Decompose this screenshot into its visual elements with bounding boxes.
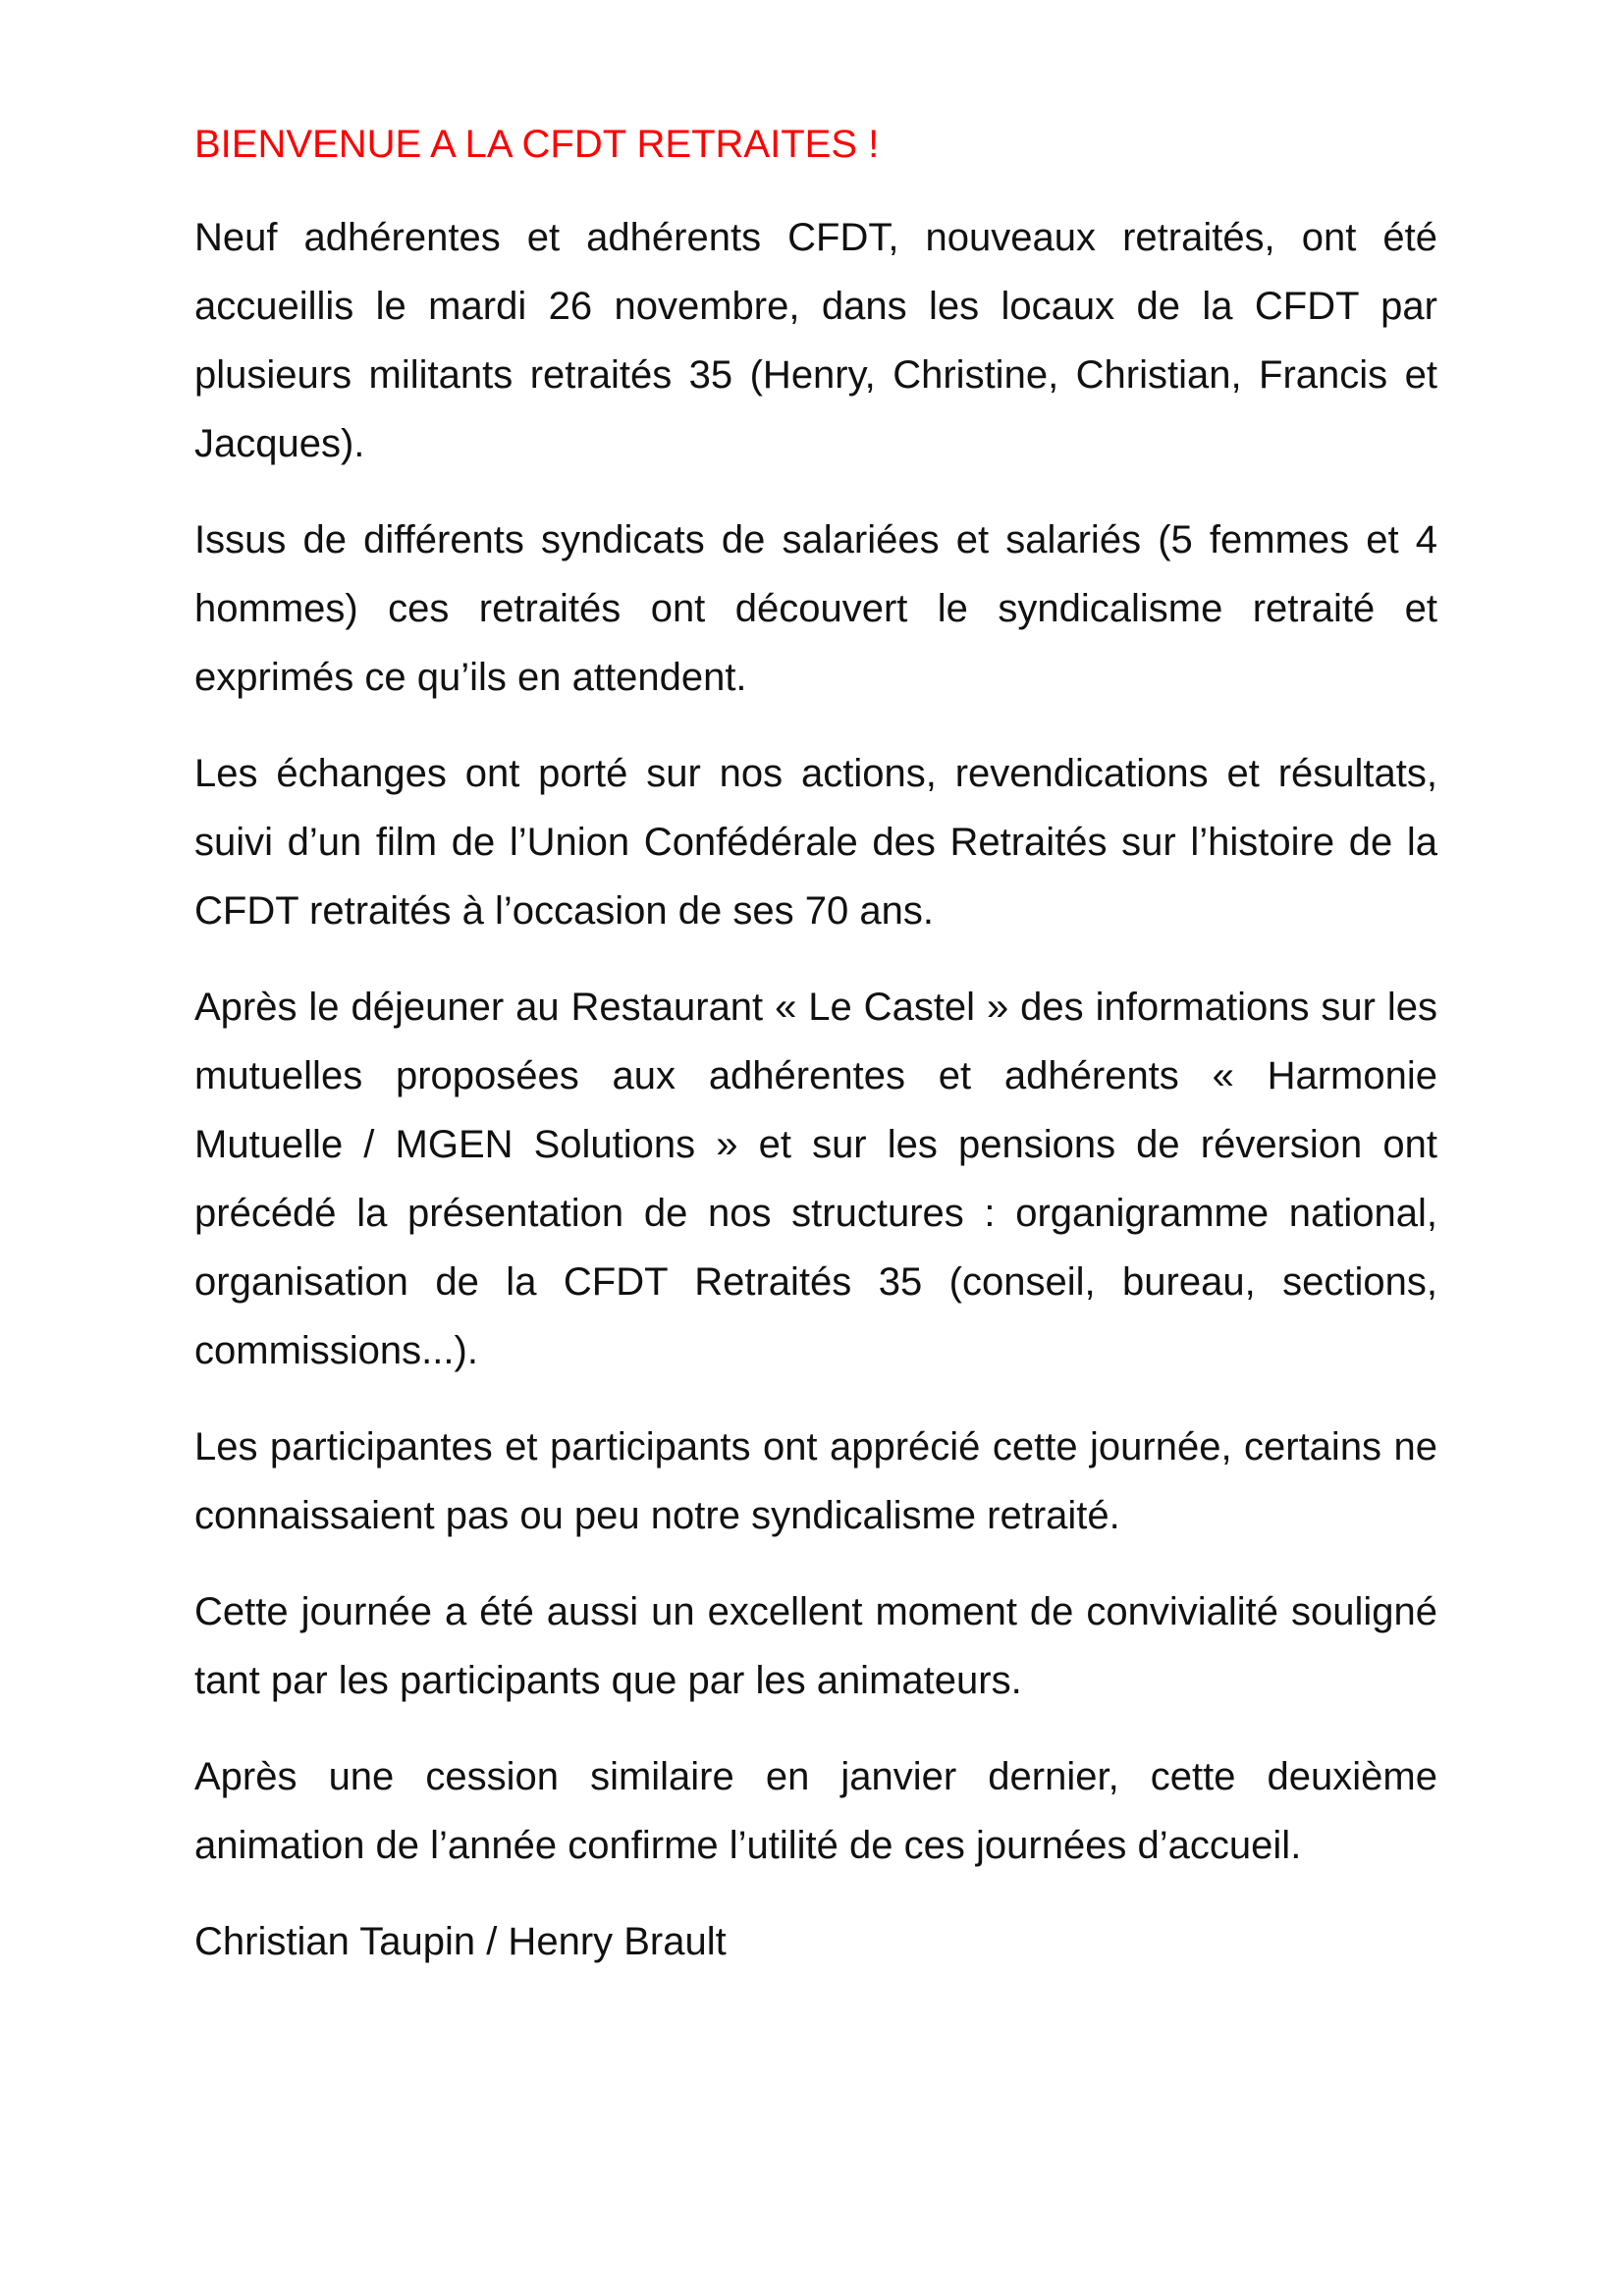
signature: Christian Taupin / Henry Brault: [194, 1920, 727, 1963]
paragraph-conclusion: Après une cession similaire en janvier dernier, cette deuxième animation de l’année confirme l’utilité de ces journées d’accueil.: [194, 1755, 1437, 1867]
document-title: BIENVENUE A LA CFDT RETRAITES !: [194, 123, 880, 166]
paragraph-exchanges: Les échanges ont porté sur nos actions, revendications et résultats, suivi d’un film de l’Union Confédérale des Retraités sur l’histoire de la CFDT retraités à l’occasion de ses 70 ans.: [194, 752, 1437, 933]
paragraph-lunch: Après le déjeuner au Restaurant « Le Castel » des informations sur les mutuelles proposées aux adhérentes et adhérents « Harmonie Mutuelle / MGEN Solutions » et sur les pensions de réversion ont précédé la présentation de nos structures : organigramme national, organisation de la CFDT Retraités 35 (conseil, bureau, sections, commissions...).: [194, 986, 1437, 1372]
paragraph-welcome: Neuf adhérentes et adhérents CFDT, nouveaux retraités, ont été accueillis le mardi 26 novembre, dans les locaux de la CFDT par plusieurs militants retraités 35 (Henry, Christine, Christian, Francis et Jacques).: [194, 216, 1437, 465]
paragraph-conviviality: Cette journée a été aussi un excellent moment de convivialité souligné tant par les participants que par les animateurs.: [194, 1590, 1437, 1702]
paragraph-origins: Issus de différents syndicats de salariées et salariés (5 femmes et 4 hommes) ces retraités ont découvert le syndicalisme retraité et exprimés ce qu’ils en attendent.: [194, 518, 1437, 699]
paragraph-appreciation: Les participantes et participants ont apprécié cette journée, certains ne connaissaient pas ou peu notre syndicalisme retraité.: [194, 1425, 1437, 1537]
document-page: [194, 110, 1437, 1976]
